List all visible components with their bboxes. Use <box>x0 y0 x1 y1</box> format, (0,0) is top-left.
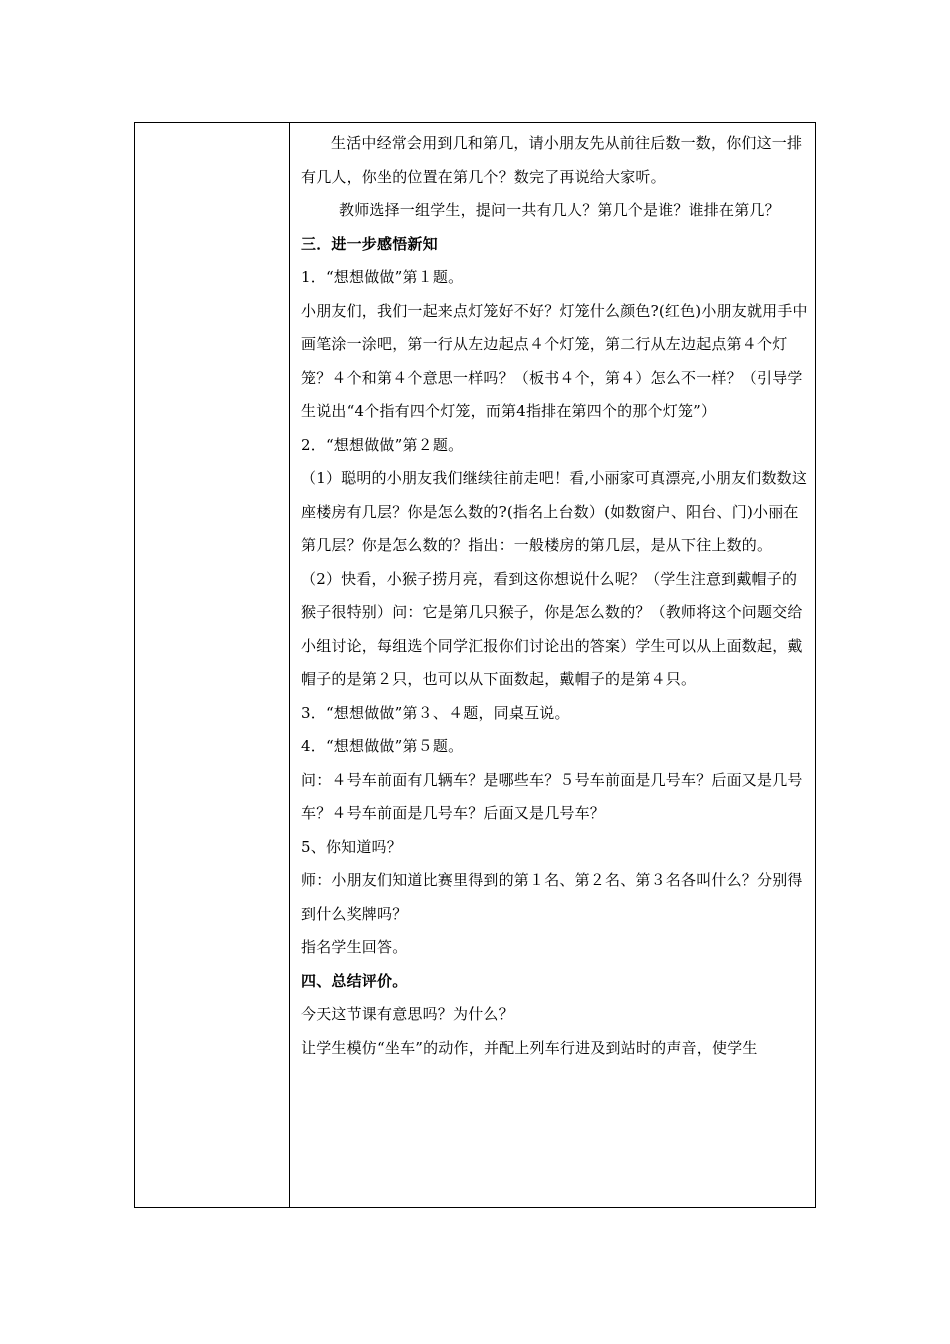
paragraph-did-you-know: 5、你知道吗？ <box>301 837 402 856</box>
exercise-2-title: 2．“想想做做”第２题。 <box>301 435 464 454</box>
paragraph-building: （1）聪明的小朋友我们继续往前走吧！看,小丽家可真漂亮,小朋友们数数这座楼房有几层？你是怎么数的?(指名上台数）(如数窗户、阳台、门)小丽在第几层？你是怎么数的？指出：一般楼房的第几层，是从下往上数的。 <box>301 469 808 554</box>
paragraph-fun: 今天这节课有意思吗？为什么？ <box>301 1005 514 1023</box>
exercise-3-4-title: 3．“想想做做”第３、４题，同桌互说。 <box>301 703 570 722</box>
paragraph-cars: 问：４号车前面有几辆车？是哪些车？５号车前面是几号车？后面又是几号车？４号车前面是几号车？后面又是几号车？ <box>301 770 803 822</box>
exercise-5-title: 4．“想想做做”第５题。 <box>301 737 464 755</box>
paragraph-teacher-select: 教师选择一组学生，提问一共有几人？第几个是谁？谁排在第几？ <box>339 201 780 219</box>
right-column-cell <box>290 123 816 1207</box>
section-heading-4: 四、总结评价。 <box>301 971 408 990</box>
exercise-1-title: 1．“想想做做”第１题。 <box>301 268 464 286</box>
paragraph-medals: 师：小朋友们知道比赛里得到的第１名、第２名、第３名各叫什么？分别得到什么奖牌吗？ <box>301 871 803 923</box>
left-column-cell <box>135 123 290 1207</box>
paragraph-monkeys: （2）快看，小猴子捞月亮，看到这你想说什么呢？（学生注意到戴帽子的猴子很特别）问：它是第几只猴子，你是怎么数的？（教师将这个问题交给小组讨论，每组选个同学汇报你们讨论出的答案）学生可以从上面数起，戴帽子的是第２只，也可以从下面数起，戴帽子的是第４只。 <box>301 569 803 688</box>
section-heading-3: 三．进一步感悟新知 <box>301 234 438 253</box>
paragraph-intro: 生活中经常会用到几和第几，请小朋友先从前往后数一数，你们这一排有几人，你坐的位置在第几个？数完了再说给大家听。 <box>301 134 803 186</box>
lesson-table <box>134 122 816 1208</box>
paragraph-answer: 指名学生回答。 <box>301 938 408 956</box>
paragraph-lanterns: 小朋友们，我们一起来点灯笼好不好？灯笼什么颜色?(红色)小朋友就用手中画笔涂一涂吧，第一行从左边起点４个灯笼，第二行从左边起点第４个灯笼？４个和第４个意思一样吗？（板书４个，第４）怎么不一样？（引导学生说出“4个指有四个灯笼，而第4指排在第四个的那个灯笼”） <box>301 301 808 420</box>
paragraph-train: 让学生模仿“坐车”的动作，并配上列车行进及到站时的声音，使学生 <box>301 1038 758 1057</box>
